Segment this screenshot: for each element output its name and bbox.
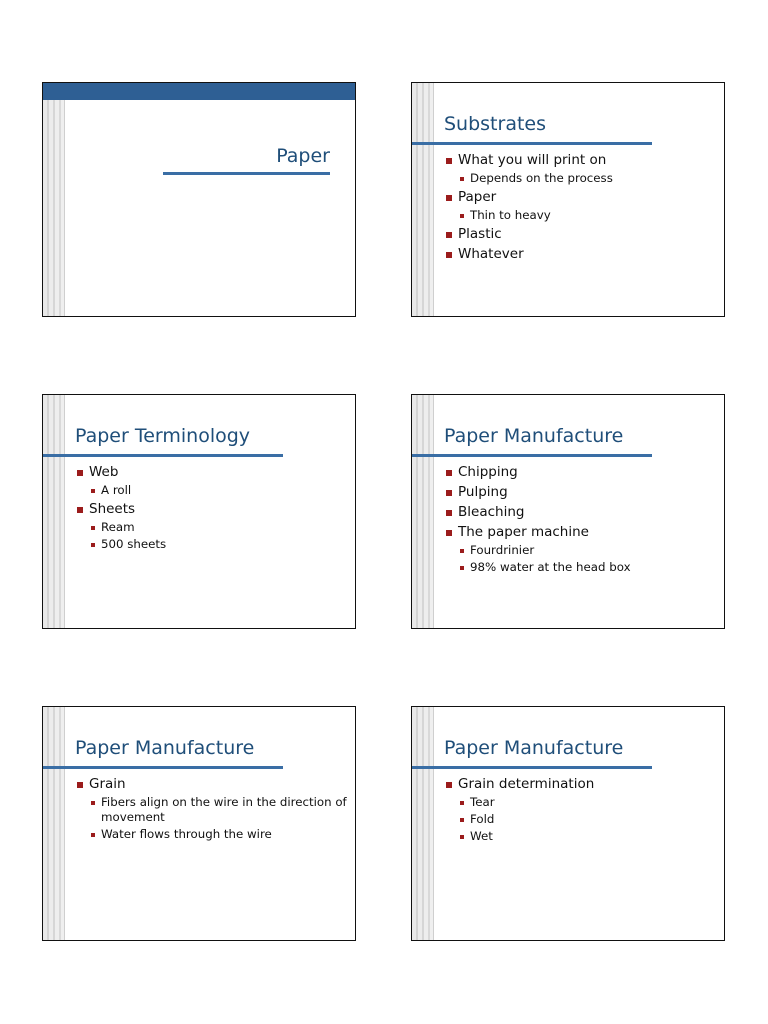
slide-1 — [42, 82, 356, 317]
title-underline — [43, 454, 283, 457]
bullet-item: Chipping — [446, 464, 716, 481]
sub-bullet-item: Wet — [460, 829, 716, 844]
slide-4 — [411, 394, 725, 629]
slide-title: Paper Manufacture — [75, 737, 255, 759]
bullet-list — [77, 773, 347, 842]
bullet-item: Whatever — [446, 246, 716, 263]
sub-bullet-item: Fourdrinier — [460, 543, 716, 558]
sub-bullet-item: Fibers align on the wire in the direction of movement — [91, 795, 347, 825]
bullet-item: The paper machine — [446, 524, 716, 541]
bullet-item: Grain determination — [446, 776, 716, 793]
slide-decoration-stripes — [43, 707, 65, 940]
bullet-item: Grain — [77, 776, 347, 793]
bullet-list — [446, 773, 716, 844]
bullet-item: Pulping — [446, 484, 716, 501]
sub-bullet-item: Tear — [460, 795, 716, 810]
slide-6 — [411, 706, 725, 941]
title-underline — [412, 454, 652, 457]
sub-bullet-item: 500 sheets — [91, 537, 347, 552]
slide-title: Paper — [276, 145, 330, 167]
bullet-list — [446, 461, 716, 575]
slide-title: Paper Manufacture — [444, 737, 624, 759]
slide-decoration-stripes — [43, 83, 65, 316]
sub-bullet-item: Thin to heavy — [460, 208, 716, 223]
bullet-list — [446, 149, 716, 263]
slide-title: Paper Terminology — [75, 425, 251, 447]
slide-title: Substrates — [444, 113, 547, 135]
slide-decoration-stripes — [412, 83, 434, 316]
bullet-item: Paper — [446, 189, 716, 206]
slide-title: Paper Manufacture — [444, 425, 624, 447]
title-underline — [412, 142, 652, 145]
sub-bullet-item: Fold — [460, 812, 716, 827]
sub-bullet-item: Depends on the process — [460, 171, 716, 186]
bullet-item: Sheets — [77, 501, 347, 518]
sub-bullet-item: Ream — [91, 520, 347, 535]
bullet-item: What you will print on — [446, 152, 716, 169]
bullet-item: Web — [77, 464, 347, 481]
bullet-item: Bleaching — [446, 504, 716, 521]
slide-2 — [411, 82, 725, 317]
slide-decoration-stripes — [412, 707, 434, 940]
title-underline — [43, 766, 283, 769]
bullet-list — [77, 461, 347, 552]
slide-decoration-stripes — [412, 395, 434, 628]
title-underline — [412, 766, 652, 769]
slide-5 — [42, 706, 356, 941]
sub-bullet-item: A roll — [91, 483, 347, 498]
slide-3 — [42, 394, 356, 629]
title-underline — [163, 172, 330, 175]
sub-bullet-item: 98% water at the head box — [460, 560, 716, 575]
slide-decoration-stripes — [43, 395, 65, 628]
slide-top-bar — [43, 83, 355, 100]
bullet-item: Plastic — [446, 226, 716, 243]
sub-bullet-item: Water flows through the wire — [91, 827, 347, 842]
